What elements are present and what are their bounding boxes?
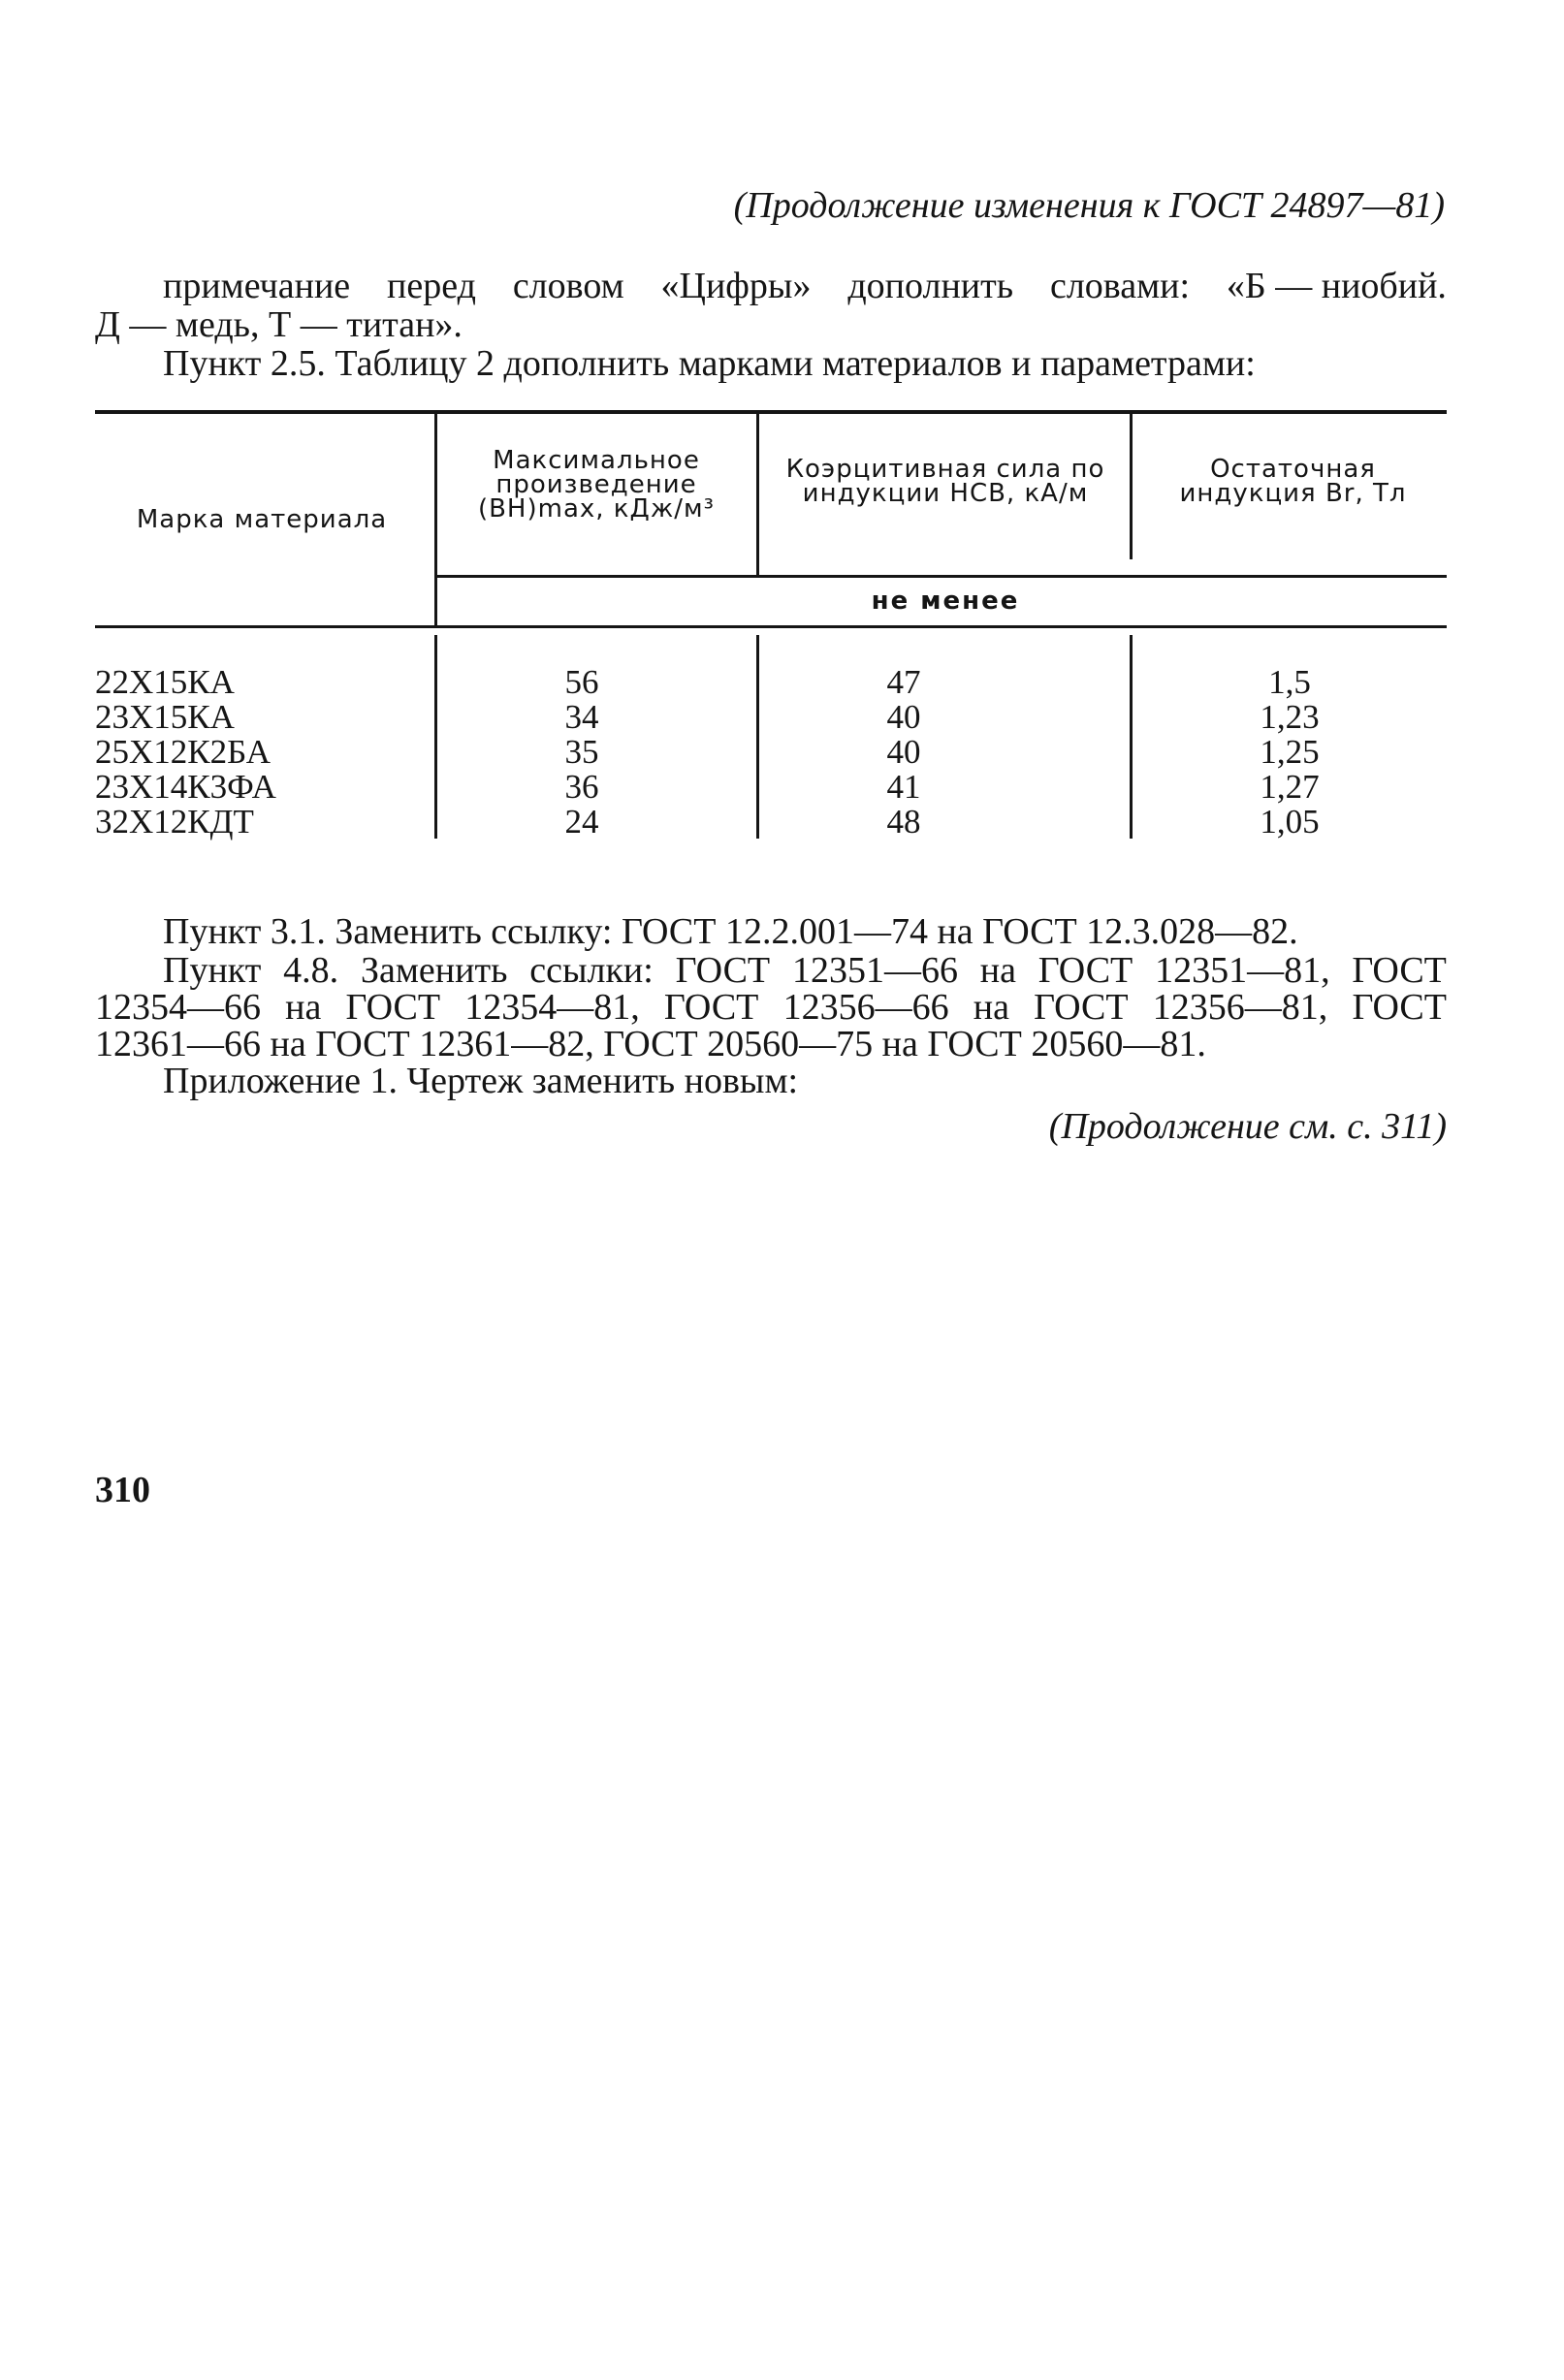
continuation-header: (Продолжение изменения к ГОСТ 24897—81) xyxy=(733,185,1445,226)
paragraph-4-8-line-1 xyxy=(163,952,1447,989)
word: ссылки: xyxy=(529,950,654,991)
row-hcb: 40 xyxy=(886,733,921,771)
intro-line-3: Пункт 2.5. Таблицу 2 дополнить марками материалов и параметрами: xyxy=(163,343,1256,384)
row-br: 1,23 xyxy=(1260,698,1320,736)
row-grade: 32Х12КДТ xyxy=(95,803,254,841)
header-material-grade: Марка материала xyxy=(136,505,388,534)
word: на xyxy=(973,987,1009,1028)
row-br: 1,27 xyxy=(1260,768,1320,806)
row-bh: 56 xyxy=(564,663,599,701)
header-coercive-force xyxy=(766,455,1125,508)
word: ГОСТ xyxy=(1037,950,1133,991)
word: ГОСТ xyxy=(1034,987,1129,1028)
header-remanence xyxy=(1139,455,1447,508)
col-divider xyxy=(756,635,759,839)
col-divider xyxy=(434,414,437,625)
row-grade: 25Х12К2БА xyxy=(95,733,271,771)
appendix-1-text: Приложение 1. Чертеж заменить новым: xyxy=(163,1061,799,1101)
word: 12351—66 xyxy=(791,950,958,991)
header-line: (BH)max, кДж/м³ xyxy=(477,494,716,524)
word: примечание xyxy=(163,266,351,306)
word: Заменить xyxy=(360,950,508,991)
continuation-footer: (Продолжение см. с. 311) xyxy=(1048,1106,1447,1147)
row-bh: 24 xyxy=(564,803,599,841)
col-divider xyxy=(756,414,759,575)
word: 12354—66 xyxy=(95,987,261,1028)
word: ГОСТ xyxy=(675,950,771,991)
word: «Б — ниобий. xyxy=(1226,266,1447,306)
row-hcb: 47 xyxy=(886,663,921,701)
header-bottom-rule xyxy=(95,625,1447,628)
header-line: индукции HCB, кА/м xyxy=(802,479,1089,508)
col-divider xyxy=(1130,414,1133,559)
row-hcb: 40 xyxy=(886,698,921,736)
word: 12354—81, xyxy=(464,987,640,1028)
word: ГОСТ xyxy=(1352,987,1447,1028)
paragraph-4-8-line-2 xyxy=(95,989,1447,1026)
header-line: Максимальное xyxy=(493,446,700,475)
header-max-energy xyxy=(441,446,751,524)
row-grade: 23Х14К3ФА xyxy=(95,768,276,806)
word: ГОСТ xyxy=(345,987,441,1028)
intro-line-2: Д — медь, Т — титан». xyxy=(95,304,463,345)
word: перед xyxy=(387,266,476,306)
row-bh: 36 xyxy=(564,768,599,806)
word: «Цифры» xyxy=(660,266,812,306)
paragraph-4-8-line-3: 12361—66 на ГОСТ 12361—82, ГОСТ 20560—75 на ГОСТ 20560—81. xyxy=(95,1024,1206,1064)
word: на xyxy=(285,987,322,1028)
word: на xyxy=(979,950,1016,991)
row-bh: 35 xyxy=(564,733,599,771)
col-divider xyxy=(1130,635,1133,839)
header-line: Остаточная xyxy=(1210,455,1376,484)
paragraph-3-1: Пункт 3.1. Заменить ссылку: ГОСТ 12.2.001—74 на ГОСТ 12.3.028—82. xyxy=(163,911,1298,952)
subheader-not-less: не менее xyxy=(871,587,1020,616)
word: ГОСТ xyxy=(1352,950,1447,991)
page-number: 310 xyxy=(95,1470,150,1510)
row-grade: 23Х15КА xyxy=(95,698,235,736)
row-hcb: 48 xyxy=(886,803,921,841)
row-bh: 34 xyxy=(564,698,599,736)
word: дополнить xyxy=(847,266,1014,306)
row-br: 1,25 xyxy=(1260,733,1320,771)
word: ГОСТ xyxy=(663,987,759,1028)
row-hcb: 41 xyxy=(886,768,921,806)
header-line: Коэрцитивная сила по xyxy=(785,455,1105,484)
intro-line-1 xyxy=(163,268,1447,304)
table-top-rule xyxy=(95,410,1447,414)
word: 12356—66 xyxy=(782,987,949,1028)
header-line: произведение xyxy=(495,470,697,499)
word: 12351—81, xyxy=(1155,950,1330,991)
row-grade: 22Х15КА xyxy=(95,663,235,701)
word: 4.8. xyxy=(283,950,339,991)
word: 12356—81, xyxy=(1152,987,1328,1028)
row-br: 1,5 xyxy=(1268,663,1311,701)
word: Пункт xyxy=(163,950,262,991)
row-br: 1,05 xyxy=(1260,803,1320,841)
word: словами: xyxy=(1049,266,1191,306)
header-line: индукция Br, Тл xyxy=(1179,479,1407,508)
word: словом xyxy=(512,266,624,306)
col-divider xyxy=(434,635,437,839)
subheader-rule xyxy=(436,575,1447,578)
